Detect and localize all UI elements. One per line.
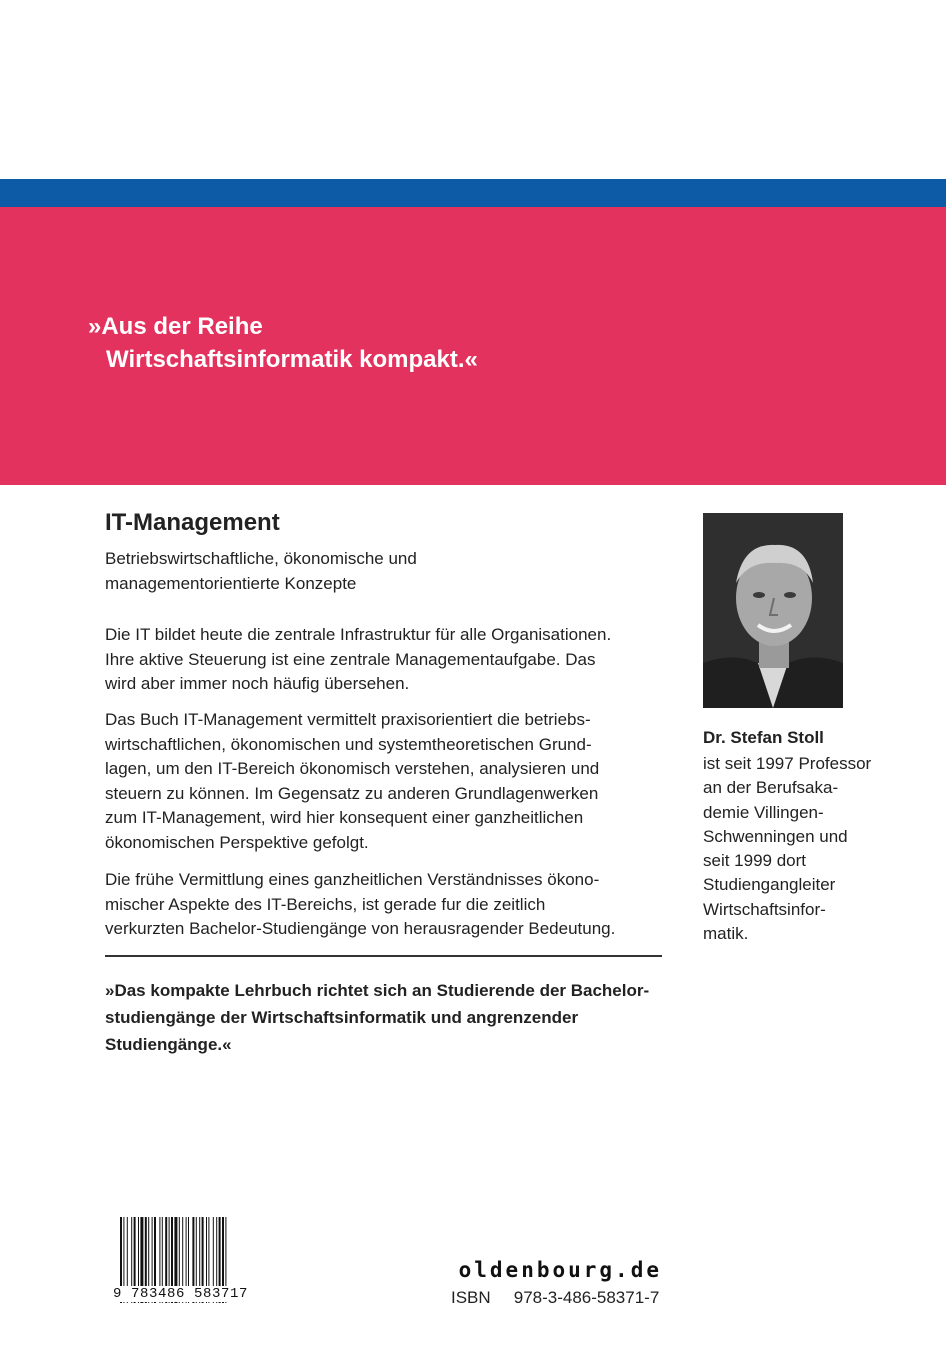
paragraph-line: steuern zu können. Im Gegensatz zu anderen Grundlagenwerken bbox=[105, 783, 599, 803]
subtitle-line: managementorientierte Konzepte bbox=[105, 574, 357, 593]
author-portrait-image bbox=[703, 513, 843, 708]
paragraph-line: Das Buch IT-Management vermittelt praxisorientiert die betriebs- bbox=[105, 710, 591, 729]
bio-line: matik. bbox=[703, 924, 749, 944]
bio-line: Studiengangleiter bbox=[703, 875, 836, 895]
author-bio bbox=[703, 752, 923, 946]
paragraph-line: wirtschaftlichen, ökonomischen und systemtheoretischen Grund- bbox=[105, 734, 592, 754]
book-subtitle bbox=[105, 546, 625, 596]
description-paragraph-1 bbox=[105, 623, 675, 697]
bio-line: demie Villingen- bbox=[703, 802, 824, 822]
paragraph-line: Ihre aktive Steuerung ist eine zentrale Managementaufgabe. Das bbox=[105, 649, 596, 669]
publisher-website: oldenbourg.de bbox=[458, 1258, 662, 1282]
quote-line: Studiengänge.« bbox=[105, 1035, 232, 1054]
bio-line: Wirtschaftsinfor- bbox=[703, 899, 826, 919]
bio-line: Schwenningen und bbox=[703, 826, 848, 846]
paragraph-line: wird aber immer noch häufig übersehen. bbox=[105, 674, 410, 693]
paragraph-line: mischer Aspekte des IT-Bereichs, ist gerade fur die zeitlich bbox=[105, 894, 546, 914]
isbn-line bbox=[451, 1288, 659, 1308]
bio-line: ist seit 1997 Professor bbox=[703, 754, 872, 773]
series-quote-line-1: »Aus der Reihe bbox=[88, 313, 263, 340]
author-photo bbox=[703, 513, 843, 708]
barcode-digits: 9 783486 583717 bbox=[113, 1286, 249, 1302]
bio-line: an der Berufsaka- bbox=[703, 778, 839, 798]
paragraph-line: Die IT bildet heute die zentrale Infrastruktur für alle Organisationen. bbox=[105, 625, 612, 644]
isbn-label: ISBN bbox=[451, 1288, 491, 1307]
divider bbox=[105, 955, 662, 957]
quote-line: studiengänge der Wirtschaftsinformatik und angrenzender bbox=[105, 1008, 579, 1027]
series-quote-line-2: Wirtschaftsinformatik kompakt.« bbox=[106, 346, 478, 373]
paragraph-line: Die frühe Vermittlung eines ganzheitlichen Verständnisses ökono- bbox=[105, 870, 600, 889]
book-title: IT-Management bbox=[105, 509, 280, 536]
paragraph-line: lagen, um den IT-Bereich ökonomisch verstehen, analysieren und bbox=[105, 759, 600, 778]
paragraph-line: verkurzten Bachelor-Studiengänge von herausragender Bedeutung. bbox=[105, 919, 616, 938]
paragraph-line: ökonomischen Perspektive gefolgt. bbox=[105, 832, 369, 852]
paragraph-line: zum IT-Management, wird hier konsequent einer ganzheitlichen bbox=[105, 808, 584, 827]
description-paragraph-3 bbox=[105, 868, 675, 942]
description-paragraph-2 bbox=[105, 708, 675, 855]
bio-line: seit 1999 dort bbox=[703, 851, 807, 871]
audience-quote bbox=[105, 977, 675, 1058]
top-blue-band bbox=[0, 179, 946, 207]
subtitle-line: Betriebswirtschaftliche, ökonomische und bbox=[105, 549, 417, 568]
quote-line: »Das kompakte Lehrbuch richtet sich an Studierende der Bachelor- bbox=[105, 981, 650, 1000]
author-name: Dr. Stefan Stoll bbox=[703, 728, 824, 747]
isbn-number: 978-3-486-58371-7 bbox=[513, 1288, 660, 1307]
series-quote bbox=[88, 310, 788, 376]
